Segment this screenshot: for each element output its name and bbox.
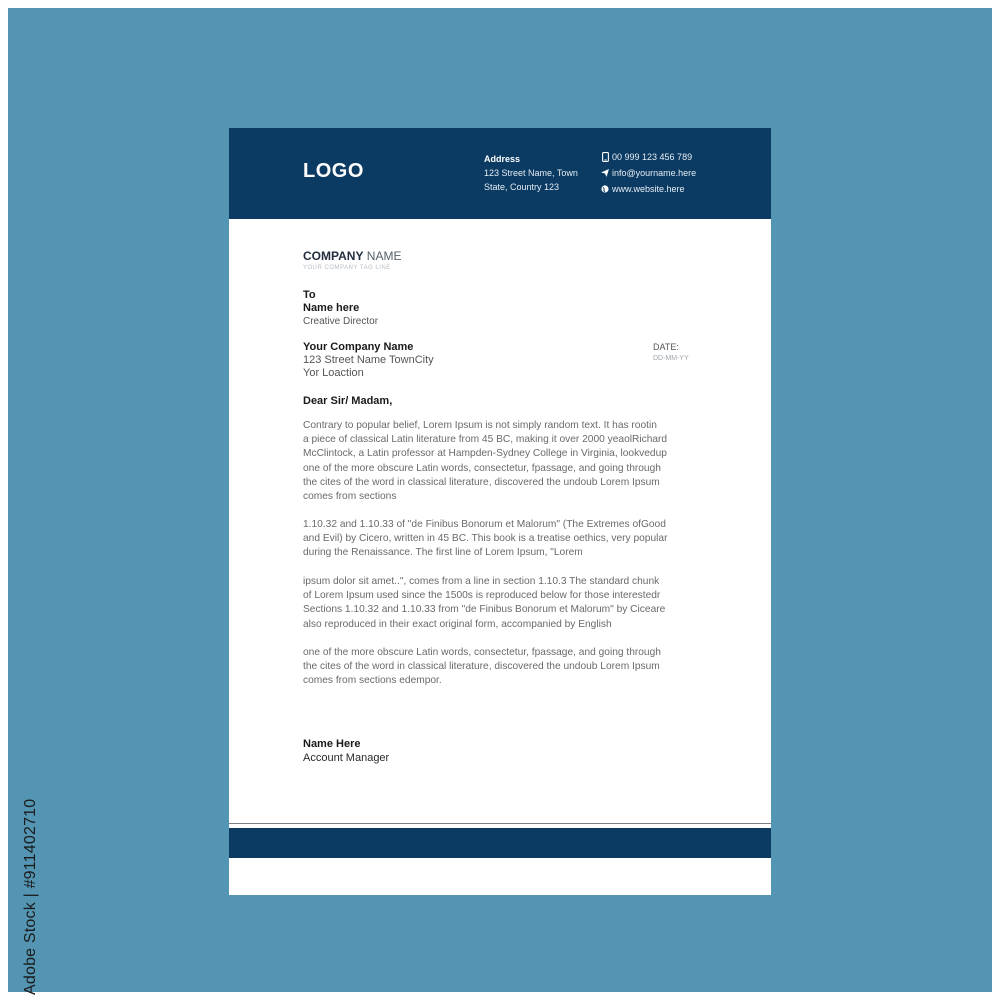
contact-phone-row bbox=[599, 149, 696, 165]
company-name-bold: COMPANY bbox=[303, 249, 364, 263]
to-label: To bbox=[303, 289, 316, 301]
sender-block bbox=[303, 341, 434, 380]
recipient-block bbox=[303, 289, 378, 328]
footer-band bbox=[229, 828, 771, 858]
body-paragraph-1: Contrary to popular belief, Lorem Ipsum is not simply random text. It has rootin a piece of classical Latin literature from 45 BC, making it over 2000 yeaolRichard McClintock, a Latin professor at Hampden-Sydney College in Virginia, lookvedup one of the more obscure Latin words, consectetur, fpassage, and going through the cites of the word in classical literature, discovered the undoub Lorem Ipsum comes from sections bbox=[303, 420, 668, 503]
body-paragraph-4: one of the more obscure Latin words, consectetur, fpassage, and going through the cites of the word in classical literature, discovered the undoub Lorem Ipsum comes from sections edempor. bbox=[303, 647, 661, 687]
address-label: Address bbox=[484, 154, 521, 164]
date-block bbox=[653, 341, 689, 364]
letterhead-page bbox=[229, 128, 771, 895]
signature-title: Account Manager bbox=[303, 752, 390, 764]
recipient-title: Creative Director bbox=[303, 316, 379, 327]
phone-icon bbox=[599, 151, 611, 163]
signature-block bbox=[303, 737, 389, 765]
signature-name: Name Here bbox=[303, 738, 361, 750]
date-value: DD-MM-YY bbox=[653, 355, 689, 362]
contact-block bbox=[599, 149, 696, 197]
logo: LOGO bbox=[303, 160, 364, 182]
stock-credit: Adobe Stock | #911402710 bbox=[22, 798, 39, 995]
address-line-2: State, Country 123 bbox=[484, 182, 560, 192]
globe-icon bbox=[599, 183, 611, 195]
sender-address-line-2: Yor Loaction bbox=[303, 367, 364, 379]
sender-company: Your Company Name bbox=[303, 341, 414, 353]
body-paragraph-3: ipsum dolor sit amet..", comes from a line in section 1.10.3 The standard chunk of Lorem Ipsum used since the 1500s is reproduced below for those interestedr Sections 1.10.32 and 1.10.33 from "de Finibus Bonorum et Malorum" by Ciceare also reproduced in their exact original form, accompanied by English bbox=[303, 576, 666, 630]
contact-email-row bbox=[599, 165, 696, 181]
company-name-light: NAME bbox=[363, 249, 402, 263]
letterhead-header bbox=[229, 128, 771, 219]
phone-number: 00 999 123 456 789 bbox=[612, 152, 693, 162]
body-paragraph-2: 1.10.32 and 1.10.33 of "de Finibus Bonorum et Malorum" (The Extremes ofGood and Evil) by Cicero, written in 45 BC. This book is a treatise oethics, very popular during the Renaissance. The first line of Lorem Ipsum, "Lorem bbox=[303, 519, 668, 559]
footer-divider bbox=[229, 823, 771, 824]
sender-address-line-1: 123 Street Name TownCity bbox=[303, 354, 434, 366]
company-name bbox=[303, 249, 401, 263]
website-url: www.website.here bbox=[612, 184, 685, 194]
address-block bbox=[484, 152, 594, 194]
email-address: info@yourname.here bbox=[612, 168, 697, 178]
greeting: Dear Sir/ Madam, bbox=[303, 395, 393, 407]
recipient-name: Name here bbox=[303, 302, 360, 314]
send-icon bbox=[599, 167, 611, 179]
contact-website-row bbox=[599, 181, 696, 197]
date-label: DATE: bbox=[653, 342, 679, 352]
address-line-1: 123 Street Name, Town bbox=[484, 168, 578, 178]
company-tagline: YOUR COMPANY TAG LINE bbox=[303, 265, 391, 271]
